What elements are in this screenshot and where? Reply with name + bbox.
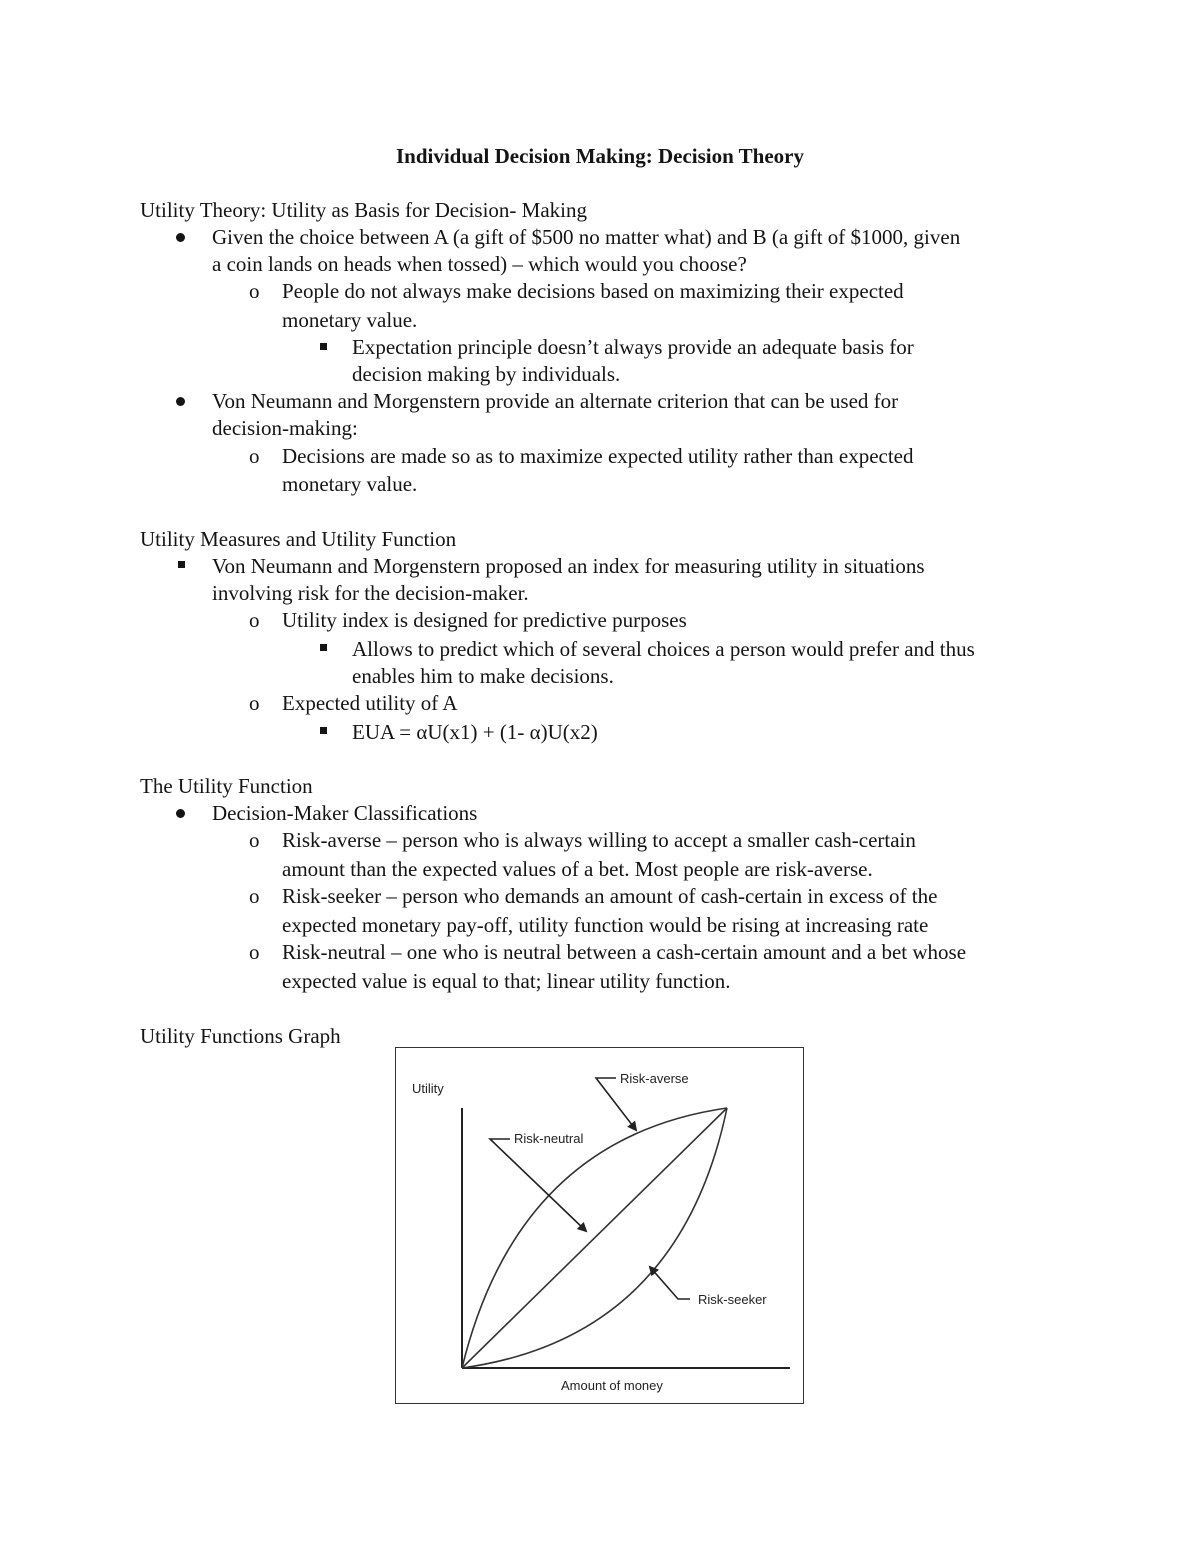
paragraph-line: monetary value. (282, 308, 418, 332)
paragraph-line: enables him to make decisions. (352, 664, 614, 688)
bullet-circle-icon: o (249, 608, 260, 632)
paragraph-line: Von Neumann and Morgenstern proposed an index for measuring utility in situations (212, 554, 925, 578)
bullet-square-icon (178, 561, 185, 568)
section-heading-utility-function: The Utility Function (140, 774, 313, 798)
bullet-circle-icon: o (249, 444, 260, 468)
document-title: Individual Decision Making: Decision Theory (395, 144, 804, 168)
risk-neutral-arrow-icon (490, 1139, 586, 1231)
bullet-circle-icon: o (249, 691, 260, 715)
bullet-disc-icon (176, 397, 185, 406)
bullet-square-icon (320, 343, 327, 350)
paragraph-line: monetary value. (282, 472, 418, 496)
risk-neutral-line (462, 1108, 727, 1368)
bullet-circle-icon: o (249, 279, 260, 303)
risk-seeker-arrow-icon (650, 1267, 690, 1299)
paragraph-line: Decision-Maker Classifications (212, 801, 478, 825)
bullet-circle-icon: o (249, 940, 260, 964)
paragraph-line: Allows to predict which of several choices a person would prefer and thus (352, 637, 975, 661)
paragraph-line: Von Neumann and Morgenstern provide an alternate criterion that can be used for (212, 389, 899, 413)
paragraph-line: Utility index is designed for predictive purposes (282, 608, 687, 632)
paragraph-line: Expected utility of A (282, 691, 458, 715)
section-heading-utility-measures: Utility Measures and Utility Function (140, 527, 457, 551)
formula-line: EUA = αU(x1) + (1- α)U(x2) (352, 720, 598, 744)
utility-functions-diagram (396, 1048, 805, 1405)
paragraph-line: Risk-averse – person who is always willing to accept a smaller cash-certain (282, 828, 916, 852)
paragraph-line: amount than the expected values of a bet. Most people are risk-averse. (282, 857, 873, 881)
paragraph-line: Given the choice between A (a gift of $500 no matter what) and B (a gift of $1000, given (212, 225, 961, 249)
paragraph-line: Risk-seeker – person who demands an amount of cash-certain in excess of the (282, 884, 938, 908)
risk-neutral-label: Risk-neutral (514, 1131, 584, 1146)
paragraph-line: Decisions are made so as to maximize expected utility rather than expected (282, 444, 914, 468)
y-axis-label: Utility (412, 1081, 444, 1096)
paragraph-line: Expectation principle doesn’t always provide an adequate basis for (352, 335, 914, 359)
bullet-circle-icon: o (249, 828, 260, 852)
paragraph-line: Risk-neutral – one who is neutral between a cash-certain amount and a bet whose (282, 940, 967, 964)
bullet-square-icon (320, 644, 327, 651)
x-axis-label: Amount of money (561, 1378, 663, 1393)
utility-functions-figure (395, 1047, 804, 1404)
paragraph-line: a coin lands on heads when tossed) – which would you choose? (212, 252, 747, 276)
risk-seeker-label: Risk-seeker (698, 1292, 767, 1307)
paragraph-line: involving risk for the decision-maker. (212, 581, 529, 605)
bullet-square-icon (320, 727, 327, 734)
bullet-circle-icon: o (249, 884, 260, 908)
bullet-disc-icon (176, 233, 185, 242)
paragraph-line: decision-making: (212, 416, 358, 440)
section-heading-graph: Utility Functions Graph (140, 1024, 341, 1048)
paragraph-line: People do not always make decisions based on maximizing their expected (282, 279, 904, 303)
paragraph-line: expected monetary pay-off, utility function would be rising at increasing rate (282, 913, 929, 937)
risk-averse-label: Risk-averse (620, 1071, 689, 1086)
section-heading-utility-theory: Utility Theory: Utility as Basis for Decision- Making (140, 198, 587, 222)
paragraph-line: decision making by individuals. (352, 362, 621, 386)
bullet-disc-icon (176, 809, 185, 818)
paragraph-line: expected value is equal to that; linear utility function. (282, 969, 731, 993)
